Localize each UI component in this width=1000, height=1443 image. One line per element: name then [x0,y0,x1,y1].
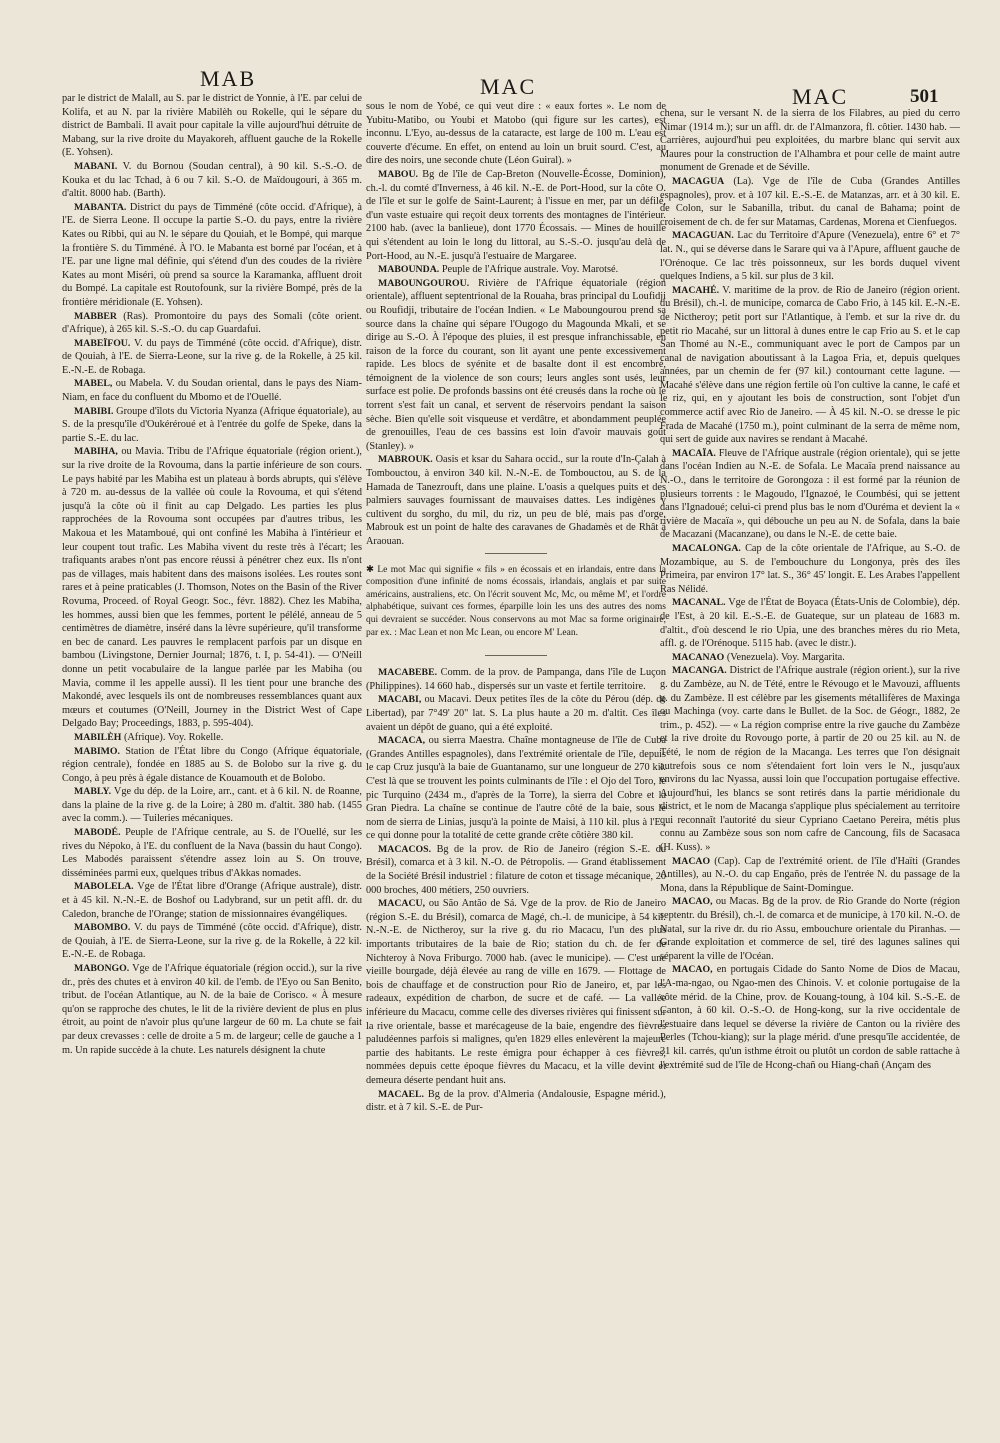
entry-text: Comm. de la prov. de Pampanga, dans l'île de Luçon (Philippines). 14 660 hab., dispersés sur un vaste et fertile territoire. [366,667,666,692]
entry-text: Vge de l'État de Boyaca (États-Unis de Colombie), dép. de l'Est, à 20 kil. E.-S.-E. de Guateque, sur un plateau de 1683 m. d'altit., d'où descend le rio Upia, une des branches mères du rio Meta, affl. g. de l'Orénoque. 5115 hab. (avec le distr.). [660,597,960,650]
entry-headword: MABOUNGOUROU. [378,277,470,289]
entry-text: District du pays de Timméné (côte occid. d'Afrique), à l'E. de Sierra Leone. Il occupe la partie S.-O. du pays, entre la rivière Kates ou Ribbi, qui au N. le sépare du Qouiah, et le Bompé, qui marque la frontière S. du Timméné. À l'O. le Mabanta est borné par l'océan, et à l'E. par une ligne mal définie, qui s'étend d'un des coudes de la rivière Kates au mont Miséri, où prend sa source la Karamanka, affluent droit du Bompé. La capitale est Routofounk, sur la rivière Bompé, près de la frontière méridionale (E. Yohsen). [62,201,362,308]
entry-text: ou São Antão de Sá. Vge de la prov. de Rio de Janeiro (région S.-E. du Brésil), comarca de Magé, ch.-l. de municipe, à 54 kil. N.-N.-E. de Nictheroy, sur la rive g. du rio Macacu, l'un des plus importants tributaires de la baie de Rio; station du ch. de fer de Nichteroy à Nova Friburgo. 7000 hab. (avec le municipe). — C'est une vieille bourgade, déjà élevée au rang de ville en 1679. — Flottage de bois de chauffage et de construction pour Rio de Janeiro, et, par les radeaux, expédition de charbon, de sucre et de café. — La vallée inférieure du Macacu, comme celle des diverses rivières qui finissent sur la rive orientale, basse et marécageuse de la baie, engendre des fièvres paludéennes parfois si malignes, qu'en 1829 elles enlevèrent la majeure partie des habitants. Le reste émigra pour échapper à ces fièvres, nommées depuis cette époque fièvres du Macacu, et la ville devint et demeura déserte pendant huit ans. [366,898,666,1086]
entry-text: ou sierra Maestra. Chaîne montagneuse de l'île de Cuba (Grandes Antilles espagnoles), dans l'extrémité orientale de l'île, depuis le cap Cruz jusqu'à la baie de Guantanamo, sur une longueur de 270 kil. C'est là que se trouvent les points culminants de l'île : el Ojo del Toro, le pic Turquino (2434 m., d'après de la Torre), la sierra del Cobre et la Gran Piedra. La chaîne se continue de l'autre côté de la baie, sous le nom de sierra de Linias, jusqu'à la pointe de Maisi, à 110 kil. plus à l'E., ce qui donne pour la totalité de cette grande crête côtière 380 kil. [366,735,666,842]
dictionary-entry [62,310,362,337]
entry-headword: MACALONGA. [672,543,741,554]
dictionary-entry [660,175,960,229]
dictionary-entry [660,895,960,963]
dictionary-entry [62,921,362,962]
entry-headword: MACABI, [378,694,422,706]
entry-headword: MABIHA, [74,446,118,458]
dictionary-entry [366,1088,666,1115]
entry-text: Lac du Territoire d'Apure (Venezuela), entre 6° et 7° lat. N., qui se déverse dans le Sarare qui va à l'Apure, affluent gauche de l'Orénoque. Ce lac très poissonneux, sur les bords duquel vivent quelques Indiens, a 5 kil. sur plus de 3 kil. [660,230,960,283]
entry-text: Vge du dép. de la Loire, arr., cant. et à 6 kil. N. de Roanne, dans la plaine de la rive g. de la Loire; à 280 m. d'altit. 380 hab. (1455 avec la comm.). — Tuileries mécaniques. [62,786,362,825]
entry-headword: MACAHÉ. [672,284,720,296]
dictionary-entry [660,284,960,447]
entry-text: Fleuve de l'Afrique australe (région orientale), qui se jette dans l'océan Indien au N.-E. de Sofala. Le Macaïa prend naissance au N.-O., dans le territoire de Gorongoza : il est formé par la réunion de plusieurs torrents : le Magoudo, l'Ignazoé, le Coumbési, qui se jettent dans l'Ignadoué; celui-ci prend plus bas le nom d'Ouréma et devient la « rivière de Macaïa », qui débouche un peu au N. de Sofala, dans la baie de Macazani (Macanzane), ou dans le N.-E. de cette baie. [660,447,960,541]
entry-text: Station de l'État libre du Congo (Afrique équatoriale, région centrale), fondée en 1885 au S. de Bolobo sur la rive g. du Congo, à peu près à égale distance de Kouamouth et de Bolobo. [62,745,362,784]
entry-headword: MACACOS. [378,843,432,855]
entry-headword: MACANGA. [672,665,727,677]
column-right [660,107,960,1437]
entry-text: V. maritime de la prov. de Rio de Janeiro (région orient. du Brésil), ch.-l. de municipe, comarca de Cabo Frio, à 145 kil. E.-N.-E. de Nictheroy; petit port sur l'Atlantique, à l'emb. et sur la rive dr. du petit rio Macahé, sur un littoral à dunes entre le cap Frio au S. et le cap San Thomé au N.-E., communiquant avec le port de Campos par un canal de navigation aboutissant à la Lagoa Fria, et, depuis quelques années, par un chemin de fer (97 kil.) contournant cette lagune. — Macahé s'élève dans une région fertile où l'on cultive la canne, le café et le riz, qui, en y ajoutant les bois de construction, sont l'objet d'un commerce actif avec Rio de Janeiro. — À 45 kil. N.-O. se dresse le pic Frada de Macahé (1750 m.), point culminant de la serra de même nom, qui sert de guide aux navires se rendant à Macahé. [660,284,960,446]
entry-text: V. du pays de Timméné (côte occid. d'Afrique), distr. de Qouiah, à l'E. de Sierra-Leone, sur la rive g. de la Rokelle, à 25 kil. E.-N.-E. de Robaga. [62,337,362,376]
dictionary-entry [660,107,960,175]
entry-headword: MABANTA. [74,201,127,213]
entry-headword: MABIMO. [74,745,120,757]
dictionary-entry [62,826,362,880]
entry-headword: MACACU, [378,898,426,910]
entry-text: ou Macavi. Deux petites îles de la côte du Pérou (dép. de Libertad), par 7°49' 20" lat. S. La plus haute a 20 m. d'altit. Ces îles avaient un dépôt de guano, qui a été exploité. [366,694,666,733]
dictionary-entry [62,962,362,1057]
entry-headword: MABANI. [74,160,118,172]
entry-headword: MACAO [672,855,711,867]
entry-text: (Afrique). Voy. Rokelle. [123,731,224,743]
dictionary-entry [366,100,666,168]
entry-headword: MABEÏFOU. [74,337,131,349]
column-middle [366,100,666,1443]
dictionary-entry [366,666,666,693]
entry-text: (Venezuela). Voy. Margarita. [726,651,845,663]
entry-text: Bg de la prov. de Rio de Janeiro (région S.-E. du Brésil), comarca et à 3 kil. N.-O. de Pétropolis. — Grand établissement de la Société Brésil industriel : filature de coton et tissage mécanique, 20 000 broches, 400 métiers, 250 ouvriers. [366,843,666,896]
entry-text: District de l'Afrique australe (région orient.), sur la rive g. du Zambèze, au N. de Tété, entre le Révougo et le Mavouzi, affluents g. du Zambèze. Il est célèbre par les gisements métallifères de Maxinga ou Machinga (voy. carte dans le Bullet. de la Soc. de Géogr., 1882, 2e trim., p. 452). — « La région comprise entre la rive gauche du Zambèze et la rive droite du Rovougo porte, à partir de 20 ou 25 kil. au N. de Tété, le nom de région de la Macanga. Les terres que l'on désignait autrefois sous ce nom s'étendaient fort loin vers le N., jusqu'aux environs du lac Nyassa, aussi loin que l'occupation portugaise effective. Aujourd'hui, les blancs se sont retirés dans la partie méridionale du district, et le nom de Macanga s'applique plus spécialement au territoire qui reconnaît l'autorité du sieur Cypriano Caetano Pereira, métis plus connu au Zambèze sous son nom cafre de Cancoung, fils de Sacasaca (H. Kuss). » [660,665,960,854]
dictionary-entry [62,377,362,404]
dictionary-entry [366,843,666,897]
dictionary-entry [62,405,362,446]
entry-headword: MACAO, [672,964,713,976]
entry-headword: MABIBI. [74,405,114,417]
entry-text: (La). Vge de l'île de Cuba (Grandes Antilles espagnoles), prov. et à 107 kil. E.-S.-E. de Matanzas, arr. et à 30 kil. E. de Colon, sur le Sabanilla, tribut. du canal de Bahama; point de croisement de ch. de fer sur Matamas, Cardenas, Morena et Cienfuegos. [660,175,960,228]
dictionary-entry [660,963,960,1072]
dictionary-entry [62,92,362,160]
dictionary-entry [366,897,666,1087]
dictionary-entry [660,229,960,283]
entry-headword: MABLY. [74,786,112,798]
dictionary-entry [62,201,362,310]
dictionary-entry [660,596,960,650]
entry-headword: MABROUK. [378,454,433,466]
entry-text: V. du Bornou (Soudan central), à 90 kil. S.-S.-O. de Kouka et du lac Tchad, à 6 ou 7 kil. S.-O. de Maïdougouri, à 365 m. d'altit. 8000 hab. (Barth). [62,160,362,200]
column-left [62,92,362,1440]
entry-text: chena, sur le versant N. de la sierra de los Filabres, au pied du cerro Nimar (1914 m.); sur un affl. dr. de l'Almanzora, fl. côtier. 1430 hab. — Carrières, aujourd'hui peu exploitées, du marbre blanc qui servit aux Maures pour la construction de l'Alhambra et pour celle de maint autre monument de Grenade et de Séville. [660,108,960,174]
entry-text: Groupe d'îlots du Victoria Nyanza (Afrique équatoriale), au S. de la presqu'île d'Oukéréroué et à l'entrée du golfe de Speke, dans la partie S.-E. du lac. [62,405,362,444]
entry-headword: MACAÏA. [672,447,716,459]
entry-headword: MACANAL. [672,597,726,609]
dictionary-entry [660,664,960,854]
dictionary-entry [366,263,666,277]
dictionary-entry [62,745,362,786]
entry-text: par le district de Malall, au S. par le district de Yonnie, à l'E. par celui de Kolifa, et au N. par la rivière Mabilèh ou Rokelle, qui le sépare du district de Bambali. Il avait pour capitale la ville aujourd'hui détruite de Mabang, sur la rive droite du Mayakoreh, affluent gauche de la Rokelle (E. Yohsen). [62,93,362,159]
separator-rule [485,553,547,554]
page-number: 501 [910,86,939,107]
running-head-right: MAC [792,84,849,109]
entry-headword: MABOUNDA. [378,264,440,276]
dictionary-entry [62,731,362,745]
entry-text: Vge de l'Afrique équatoriale (région occid.), sur la rive dr., près des chutes et à environ 40 kil. de l'emb. de l'Eyo ou San Benito, tribut. de l'océan Atlantique, au N. de la baie de Corisco. « À mesure qu'on se rapproche des chutes, le lit de la rivière devient de plus en plus étroit, au point de n'avoir plus qu'une largeur de 60 m. La chute se fait par deux crevasses : celle de droite a 5 m. de largeur; celle de gauche a 1 m. Un rapide succède à la chute. Les naturels désignent la chute [62,963,362,1056]
entry-text: Bg de l'île de Cap-Breton (Nouvelle-Écosse, Dominion), ch.-l. du comté d'Inverness, à 46 kil. N.-E. de Port-Hood, sur la côte O. de l'île et sur le golfe de Saint-Laurent; à l'issue en mer, par un défilé, d'un vaste estuaire qui reçoit deux torrents des montagnes de l'intérieur. 2100 hab. (avec la banlieue), dont 1770 Écossais. — Mines de houille qui s'étendent au loin le long du littoral, au S.-S.-O. jusqu'au delà de Port-Hood, au N.-E. jusqu'à l'estuaire de Margaree. [366,168,666,262]
entry-text: sous le nom de Yobé, ce qui veut dire : « eaux fortes ». Le nom de Yubitu-Matibo, ou Youbi et Matobo (qui figure sur les cartes), est inconnu. L'Eyo, au-dessus de la cataracte, est large de 100 m. L'eau est couverte d'écume. En effet, on entend au loin un bruit sourd. C'est, au dire des noirs, une seconde chute (Léon Guiral). » [366,101,666,167]
dictionary-entry [62,160,362,201]
entry-text: (Ras). Promontoire du pays des Somali (côte orient. d'Afrique), à 265 kil. S.-S.-O. du cap Guardafui. [62,310,362,336]
entry-text: (Cap). Cap de l'extrémité orient. de l'île d'Haïti (Grandes Antilles), au N.-O. du cap Engaño, près de l'entrée N. du passage de la Mona, dans la République de Saint-Domingue. [660,855,960,894]
dictionary-entry [366,734,666,843]
entry-text: V. du pays de Timméné (côte occid. d'Afrique), distr. de Qouiah, à l'E. de Sierra-Leone, sur la rive g. de la Rokelle, à 22 kil. E.-N.-E. de Robaga. [62,922,362,961]
entry-headword: MACAO, [672,896,713,908]
entry-headword: MABILÈH [74,731,122,743]
separator-rule [485,655,547,656]
entry-text: Rivière de l'Afrique équatoriale (région orientale), affluent septentrional de la Rouaha, bras principal du Loufidji ou Roufidji, tributaire de l'océan Indien. « Le Maboungourou prend sa source dans la chaîne qui sépare l'Ougogo du Magounda Mkali, et se dirige au S.-O. À l'époque des pluies, il est presque infranchissable, en raison de la force du courant, son lit ayant une pente excessivement rapide. Les blocs de syénite et de basalte dont il est encombré, témoignent de la violence de son cours; leurs angles sont usés, leur surface est polie. De profonds bassins ont été creusés dans la roche où le torrent s'est fait un canal, et servent de réservoirs pendant la saison sèche. Bien qu'elle soit visqueuse et verdâtre, et abondamment peuplée de grenouilles, l'eau de ces bassins est loin d'avoir mauvais goût (Stanley). » [366,277,666,452]
entry-text: Peuple de l'Afrique centrale, au S. de l'Ouellé, sur les rives du Népoko, à l'E. du confluent de la Nava (bassin du haut Congo). Les Mabodés paraissent s'étendre assez loin au S. On trouve, disséminées parmi eux, quelques tribus d'Akkas nomades. [62,827,362,879]
entry-text: ou Macas. Bg de la prov. de Rio Grande do Norte (région septentr. du Brésil), ch.-l. de comarca et de municipe, à 170 kil. N.-O. de Natal, sur la rive dr. du rio Assu, embouchure orientale du Piranhas. — Grande exploitation et commerce de sel, tiré des lagunes salines qui séparent la ville de l'Océan. [660,896,960,962]
dictionary-entry [62,337,362,378]
entry-headword: MABODÉ. [74,827,121,839]
entry-headword: MABONGO. [74,963,130,974]
entry-text: Oasis et ksar du Sahara occid., sur la route d'In-Çalah à Tombouctou, à environ 340 kil. N.-N.-E. de Tombouctou, au S. de la Hamada de Tanezrouft, dans une plaine. L'oasis a quelques puits et des palmiers sauvages fournissant de mauvaises dattes. Les indigènes y cultivent du sorgho, du mil, du riz, un peu de blé, mais pas d'orge. Mabrouk est un point de halte des caravanes de Ghadamès et de Rhât à Araouan. [366,454,666,547]
dictionary-entry [366,693,666,734]
dictionary-entry [660,651,960,665]
dictionary-entry [62,785,362,826]
entry-text: Peuple de l'Afrique australe. Voy. Marotsé. [441,264,619,276]
entry-text: Vge de l'État libre d'Orange (Afrique australe), distr. et à 45 kil. N.-N.-E. de Boshof ou Ladybrand, sur un petit affl. dr. du Caledon, branche de l'Orange; station de missionnaires évangéliques. [62,881,362,920]
entry-headword: MACAGUAN. [672,230,734,242]
dictionary-entry [366,453,666,548]
running-head-left: MAB [200,66,257,91]
entry-headword: MABOLELA. [74,881,134,893]
entry-text: Bg de la prov. d'Almeria (Andalousie, Espagne mérid.), distr. et à 7 kil. S.-E. de Pur- [366,1088,666,1114]
entry-headword: MABOMBO. [74,922,131,934]
dictionary-entry [62,445,362,730]
entry-text: ou Mabela. V. du Soudan oriental, dans le pays des Niam-Niam, en face du confluent du Mbomo et de l'Ouellé. [62,378,362,404]
entry-headword: MACANAO [672,651,725,663]
footnote: ✱ Le mot Mac qui signifie « fils » en écossais et en irlandais, entre dans la composition d'une infinité de noms écossais, irlandais, anglais et par suite américains, australiens, etc. On l'écrit souvent Mc, Mc, ou même M', et l'ordre alphabétique, suivant ces formes, éparpille loin les uns des autres des noms qui devraient se succéder. Nous conservons au mot Mac sa forme originaire, par ex. : Mac Lean et non Mc Lean, ou encore M' Lean. [366,564,666,638]
entry-headword: MABBER [74,310,118,322]
entry-text: en portugais Cidade do Santo Nome de Dios de Macau, l'A-ma-ngao, ou Ngao-men des Chinois. V. et colonie portugaise de la côte mérid. de la Chine, prov. de Kouang-toung, à 104 kil. S.-S.-E. de Canton, à 60 kil. O.-S.-O. de Hong-kong, sur la rive occidentale de l'estuaire dans lequel se déverse la rivière de Canton ou la rivière des Perles (Tchou-kiang); sur la plage mérid. d'une presqu'île accidentée, de 31 kil. carrés, qu'un isthme étroit ou plutôt un cordon de sable rattache à l'extrémité sud de l'île de Hcong-chañ ou Hiang-chañ (Ançam des [660,964,960,1071]
dictionary-entry [366,277,666,454]
dictionary-entry [660,542,960,596]
running-head-center: MAC [480,74,537,99]
entry-text: Cap de la côte orientale de l'Afrique, au S.-O. de Mozambique, au S. de l'embouchure du Longonya, près des îles Primeira, par environ 17° lat. S., 36° 45' longit. E. Les Arabes l'appellent Ras Nélidé. [660,543,960,595]
entry-headword: MACAEL. [378,1088,424,1100]
dictionary-entry [62,880,362,921]
entry-headword: MACABEBE. [378,667,438,679]
dictionary-entry [660,855,960,896]
entry-headword: MACACA, [378,735,426,747]
entry-headword: MACAGUA [672,175,725,187]
dictionary-entry [660,447,960,542]
entry-text: ou Mavia. Tribu de l'Afrique équatoriale (région orient.), sur la rive droite de la Rovouma, dans la partie inférieure de son cours. Le pays habité par les Mabiha est un plateau à bords abrupts, qui s'élève à 720 m. au-dessus de la vallée où coule la Rovouma, et qui s'étend jusqu'à la côte où il finit au cap Delgado. Les parties les plus rapprochées de la Rovouma sont occupées par d'autres tribus, les Makoua et les Matamboué, qui ont confiné les Mabiha à l'intérieur et leur coupent tout trafic. Les Mabiha vivent du reste très à l'écart; les trafiquants arabes n'ont pas encore réussi à pénétrer chez eux. Ils n'ont pas de villages, mais habitent dans des maisons isolées. Les routes sont rares et à peine praticables (J. Thomson, Notes on the Basin of the River Rovuma, Proceed. of Royal Geogr. Soc., févr. 1882). Chez les Mabiha, les hommes, aussi bien que les femmes, portent le pélélé, anneau de 5 centimètres de diamètre, inséré dans la lèvre supérieure, qu'il transforme en bec de canard. Les pauvres le remplacent parfois par un disque en bambou (Livingstone, Dernier Journal; 1876, t. I, p. 54-41). — O'Neill donne un petit vocabulaire de la langue parlée par les Mabiha (ou Mavia, comme il les appelle aussi). Il les tient pour une branche des Makondé, avec lesquels ils ont de nombreuses ressemblances quant aux mœurs et coutumes (O'Neill, Journey in the District West of Cape Delgado Bay; Proceedings, 1883, p. 595-404). [62,446,362,730]
entry-headword: MABOU. [378,168,419,180]
entry-headword: MABEL, [74,378,113,390]
dictionary-entry [366,168,666,263]
